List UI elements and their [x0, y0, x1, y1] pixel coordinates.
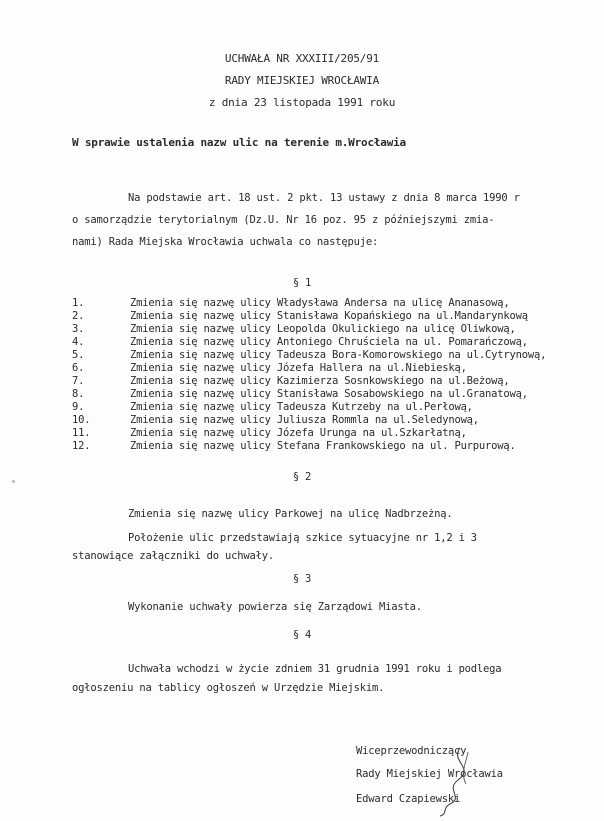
- section-2-text: Zmienia się nazwę ulicy Parkowej na ulicę Nadbrzeżną.: [128, 508, 453, 520]
- list-item-number: 10.: [72, 414, 91, 426]
- list-item-number: 9.: [72, 401, 85, 413]
- section-4-line-2: ogłoszeniu na tablicy ogłoszeń w Urzędzie Miejskim.: [72, 682, 385, 694]
- list-item-text: Zmienia się nazwę ulicy Leopolda Okulickiego na ulicę Oliwkową,: [130, 323, 516, 335]
- list-item-number: 1.: [72, 297, 85, 309]
- section-4-line-1: Uchwała wchodzi w życie zdniem 31 grudnia 1991 roku i podlega: [128, 663, 502, 675]
- section-4-heading: § 4: [292, 629, 312, 641]
- list-item-text: Zmienia się nazwę ulicy Kazimierza Sosnkowskiego na ul.Beżową,: [130, 375, 510, 387]
- list-item-number: 7.: [72, 375, 85, 387]
- section-3-text: Wykonanie uchwały powierza się Zarządowi Miasta.: [128, 601, 422, 613]
- list-item-text: Zmienia się nazwę ulicy Tadeusza Bora-Komorowskiego na ul.Cytrynową,: [130, 349, 547, 361]
- scan-artifact: [12, 480, 15, 483]
- list-item-number: 3.: [72, 323, 85, 335]
- resolution-date: z dnia 23 listopada 1991 roku: [208, 96, 396, 109]
- list-item-text: Zmienia się nazwę ulicy Stanisława Kopańskiego na ul.Mandarynkową: [130, 310, 528, 322]
- section-3-heading: § 3: [292, 573, 312, 585]
- list-item-text: Zmienia się nazwę ulicy Stefana Frankowskiego na ul. Purpurową.: [130, 440, 516, 452]
- list-item-text: Zmienia się nazwę ulicy Stanisława Sosabowskiego na ul.Granatową,: [130, 388, 528, 400]
- list-item-number: 12.: [72, 440, 91, 452]
- section-1-heading: § 1: [292, 277, 312, 289]
- section-2-heading: § 2: [292, 471, 312, 483]
- resolution-number: UCHWAŁA NR XXXIII/205/91: [224, 52, 380, 65]
- list-item-text: Zmienia się nazwę ulicy Józefa Hallera na ul.Niebieską,: [130, 362, 467, 374]
- preamble-line-3: nami) Rada Miejska Wrocławia uchwala co następuje:: [72, 236, 379, 248]
- list-item-number: 11.: [72, 427, 91, 439]
- preamble-line-1: Na podstawie art. 18 ust. 2 pkt. 13 ustawy z dnia 8 marca 1990 r: [128, 192, 520, 204]
- list-item-text: Zmienia się nazwę ulicy Juliusza Rommla na ul.Seledynową,: [130, 414, 479, 426]
- list-item-number: 6.: [72, 362, 85, 374]
- handwritten-signature-icon: [420, 742, 490, 817]
- list-item-number: 4.: [72, 336, 85, 348]
- list-item-text: Zmienia się nazwę ulicy Antoniego Chruściela na ul. Pomarańczową,: [130, 336, 528, 348]
- resolution-subject: W sprawie ustalenia nazw ulic na terenie m.Wrocławia: [72, 136, 406, 149]
- list-item-number: 2.: [72, 310, 85, 322]
- list-item-text: Zmienia się nazwę ulicy Tadeusza Kutrzeby na ul.Perłową,: [130, 401, 473, 413]
- council-name: RADY MIEJSKIEJ WROCŁAWIA: [224, 74, 380, 87]
- list-item-text: Zmienia się nazwę ulicy Władysława Andersa na ulicę Ananasową,: [130, 297, 510, 309]
- list-item-text: Zmienia się nazwę ulicy Józefa Urunga na ul.Szkarłatną,: [130, 427, 467, 439]
- signatory-name: Edward Czapiewski: [356, 793, 461, 805]
- section-2-location-line-1: Położenie ulic przedstawiają szkice sytuacyjne nr 1,2 i 3: [128, 532, 477, 544]
- list-item-number: 5.: [72, 349, 85, 361]
- signature-title-1: Wiceprzewodniczący: [356, 745, 467, 757]
- list-item-number: 8.: [72, 388, 85, 400]
- signature-title-2: Rady Miejskiej Wrocławia: [356, 768, 503, 780]
- section-2-location-line-2: stanowiące załączniki do uchwały.: [72, 550, 275, 562]
- preamble-line-2: o samorządzie terytorialnym (Dz.U. Nr 16 poz. 95 z późniejszymi zmia-: [72, 214, 495, 226]
